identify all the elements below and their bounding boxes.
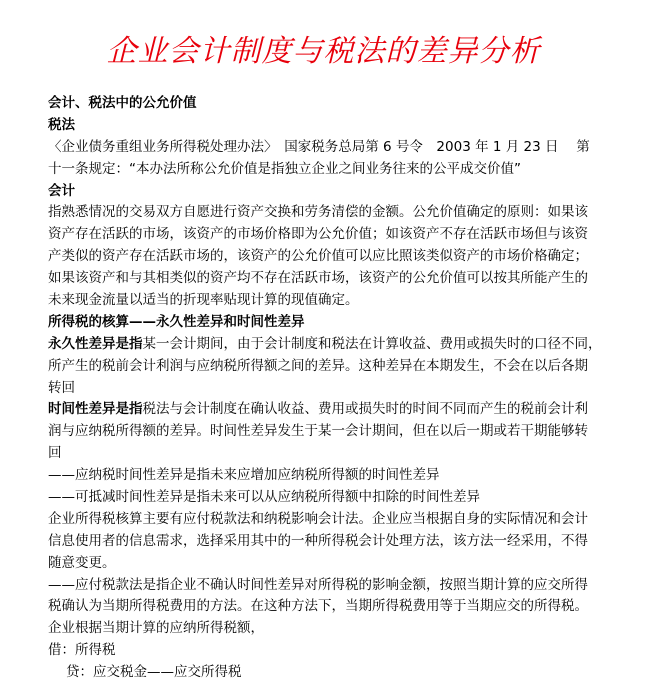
line-text: 税确认为当期所得税费用的方法。在这种方法下，当期所得税费用等于当期应交的所得税。 <box>48 598 588 615</box>
text-line <box>48 618 643 640</box>
text-line <box>48 290 643 312</box>
line-text: 未来现金流量以适当的折现率贴现计算的现值确定。 <box>48 292 359 309</box>
document-title: 企业会计制度与税法的差异分析 <box>106 34 541 69</box>
line-text: 产类似的资产存在活跃市场的，该资产的公允价值可以应比照该类似资产的市场价格确定； <box>48 248 588 265</box>
line-text: 借：所得税 <box>48 642 116 659</box>
text-line <box>48 378 643 400</box>
text-line <box>48 531 643 553</box>
text-line <box>48 356 643 378</box>
bold-term: 所得税的核算——永久性差异和时间性差异 <box>48 313 305 330</box>
document-body <box>48 93 643 684</box>
line-text: 企业所得税核算主要有应付税款法和纳税影响会计法。企业应当根据自身的实际情况和会计 <box>48 510 588 527</box>
text-line <box>48 596 643 618</box>
bold-term: 时间性差异是指 <box>48 401 143 418</box>
bold-term: 会计 <box>48 182 75 199</box>
text-line <box>48 509 643 531</box>
text-line <box>48 202 643 224</box>
text-line <box>48 662 643 684</box>
text-line <box>48 443 643 465</box>
line-text: 信息使用者的信息需求，选择采用其中的一种所得税会计处理方法，该方法一经采用，不得 <box>48 532 588 549</box>
bold-term: 税法 <box>48 116 75 133</box>
section-heading <box>48 93 643 115</box>
line-text: 转回 <box>48 379 75 396</box>
text-line <box>48 224 643 246</box>
text-line <box>48 137 643 159</box>
bold-term: 会计、税法中的公允价值 <box>48 95 197 111</box>
line-text: 贷：应交税金——应交所得税 <box>66 664 242 681</box>
line-text: ——可抵减时间性差异是指未来可以从应纳税所得额中扣除的时间性差异 <box>48 489 480 506</box>
line-text: 企业根据当期计算的应纳所得税额， <box>48 620 264 637</box>
text-line <box>48 553 643 575</box>
line-text: 十一条规定：“本办法所称公允价值是指独立企业之间业务往来的公平成交价值” <box>48 160 521 177</box>
line-text: 所产生的税前会计利润与应纳税所得额之间的差异。这种差异在本期发生，不会在以后各期 <box>48 357 588 374</box>
line-text: 回 <box>48 445 62 462</box>
text-line <box>48 334 643 356</box>
line-text: 指熟悉情况的交易双方自愿进行资产交换和劳务清偿的金额。公允价值确定的原则：如果该 <box>48 204 588 221</box>
section-heading <box>48 181 643 203</box>
text-line <box>48 575 643 597</box>
line-text: ——应纳税时间性差异是指未来应增加应纳税所得额的时间性差异 <box>48 467 440 484</box>
text-line <box>48 159 643 181</box>
line-text: 某一会计期间，由于会计制度和税法在计算收益、费用或损失时的口径不同， <box>142 335 602 352</box>
text-line <box>48 640 643 662</box>
line-text: ——应付税款法是指企业不确认时间性差异对所得税的影响金额，按照当期计算的应交所得 <box>48 576 588 593</box>
section-heading <box>48 115 643 137</box>
text-line <box>48 268 643 290</box>
line-text: 税法与会计制度在确认收益、费用或损失时的时间不同而产生的税前会计利 <box>142 401 588 418</box>
text-line <box>48 465 643 487</box>
line-text: 随意变更。 <box>48 554 116 571</box>
text-line <box>48 487 643 509</box>
bold-term: 永久性差异是指 <box>48 335 143 352</box>
text-line <box>48 421 643 443</box>
text-line <box>48 399 643 421</box>
line-text: 如果该资产和与其相类似的资产均不存在活跃市场，该资产的公允价值可以按其所能产生的 <box>48 270 588 287</box>
section-heading <box>48 312 643 334</box>
line-text: 〈企业债务重组业务所得税处理办法〉 国家税务总局第 6 号令 2003 年 1 月 23 日 第 <box>48 138 590 155</box>
line-text: 润与应纳税所得额的差异。时间性差异发生于某一会计期间，但在以后一期或若干期能够转 <box>48 423 588 440</box>
text-line <box>48 246 643 268</box>
line-text: 资产存在活跃的市场，该资产的市场价格即为公允价值；如该资产不存在活跃市场但与该资 <box>48 226 588 243</box>
